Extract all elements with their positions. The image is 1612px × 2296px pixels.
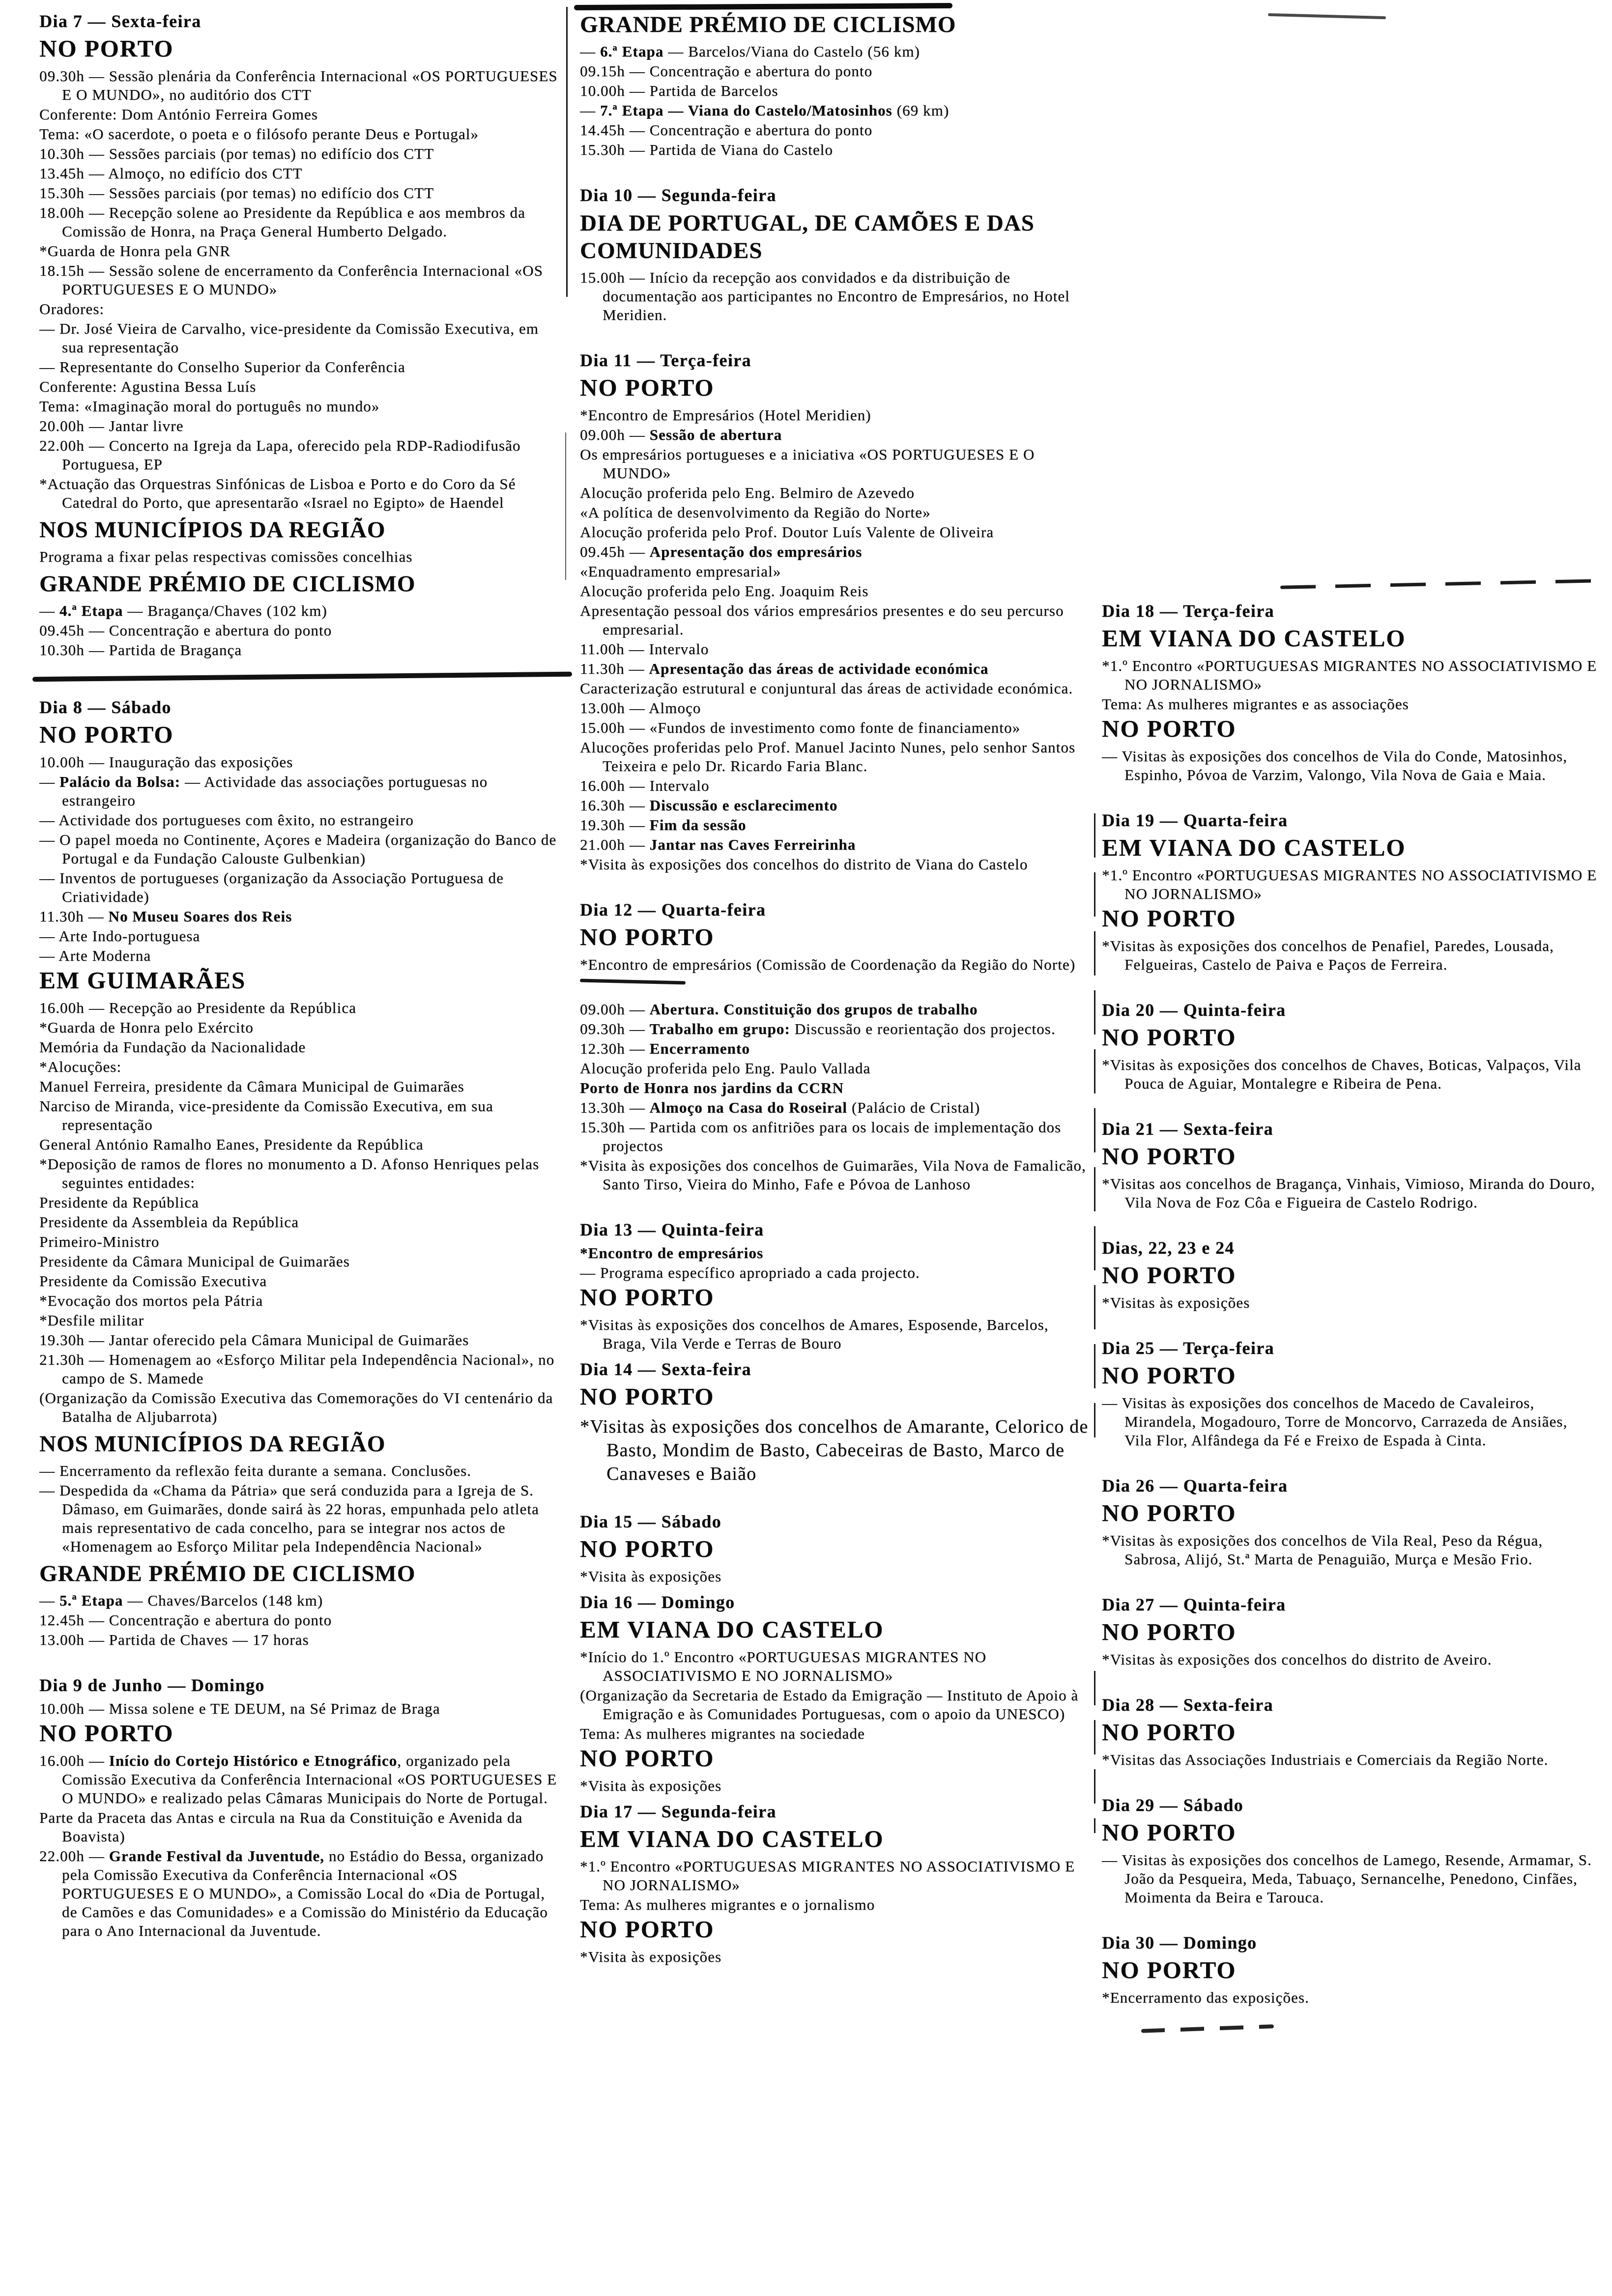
day-heading: Dia 29 — Sábado	[1102, 1795, 1244, 1815]
program-line: «A política de desenvolvimento da Região do Norte»	[580, 504, 931, 521]
program-line: Porto de Honra nos jardins da CCRN	[580, 1079, 844, 1096]
separator-dash	[580, 979, 686, 985]
section-heading: NOS MUNICÍPIOS DA REGIÃO	[39, 517, 386, 543]
smudge-marks	[1141, 2024, 1274, 2033]
program-line: 16.00h — Início do Cortejo Histórico e Etnográfico, organizado pela Comissão Executiva da Conferência Internacional «OS PORTUGUESES E O MUNDO» e realizado pelas Câmaras Municipais do Norte de Portugal.	[39, 1752, 557, 1807]
program-line: *1.º Encontro «PORTUGUESAS MIGRANTES NO ASSOCIATIVISMO E NO JORNALISMO»	[1102, 657, 1597, 693]
day-heading: Dia 21 — Sexta-feira	[1102, 1119, 1273, 1139]
program-line: Oradores:	[39, 300, 105, 317]
program-line: *Evocação dos mortos pela Pátria	[39, 1292, 263, 1309]
program-line: Tema: As mulheres migrantes e as associações	[1102, 695, 1409, 713]
program-line: — Dr. José Vieira de Carvalho, vice-presidente da Comissão Executiva, em sua representação	[39, 320, 539, 356]
program-line: *Alocuções:	[39, 1058, 122, 1075]
program-line: 20.00h — Jantar livre	[39, 417, 184, 434]
day-heading: Dia 14 — Sexta-feira	[580, 1359, 751, 1379]
section-heading: GRANDE PRÉMIO DE CICLISMO	[39, 571, 416, 597]
location-heading: NO PORTO	[1102, 1956, 1237, 1983]
program-line: *Actuação das Orquestras Sinfónicas de Lisboa e Porto e do Coro da Sé Catedral do Porto, que apresentarão «Israel no Egipto» de Haendel	[39, 475, 516, 511]
program-line: Conferente: Agustina Bessa Luís	[39, 378, 257, 395]
program-line: *Guarda de Honra pela GNR	[39, 242, 231, 259]
location-heading: EM GUIMARÃES	[39, 967, 246, 994]
program-line: 21.30h — Homenagem ao «Esforço Militar pela Independência Nacional», no campo de S. Mamede	[39, 1351, 555, 1387]
program-line: 15.30h — Sessões parciais (por temas) no edifício dos CTT	[39, 184, 434, 201]
location-heading: NO PORTO	[1102, 715, 1237, 742]
location-heading: NO PORTO	[39, 35, 174, 62]
location-heading: EM VIANA DO CASTELO	[1102, 625, 1406, 652]
scan-artifact-smudge	[574, 3, 952, 10]
program-line: — Actividade dos portugueses com êxito, no estrangeiro	[39, 811, 414, 829]
program-line: *Visitas das Associações Industriais e Comerciais da Região Norte.	[1102, 1751, 1549, 1768]
day-heading: Dia 10 — Segunda-feira	[580, 185, 777, 205]
program-line: *Visita às exposições	[580, 1948, 722, 1965]
program-line: *Guarda de Honra pelo Exército	[39, 1019, 254, 1036]
program-line: 21.00h — Jantar nas Caves Ferreirinha	[580, 836, 856, 853]
program-line: — Arte Moderna	[39, 947, 151, 964]
program-line: — O papel moeda no Continente, Açores e Madeira (organização do Banco de Portugal e da Fundação Calouste Gulbenkian)	[39, 831, 557, 867]
day-heading: Dia 30 — Domingo	[1102, 1933, 1257, 1952]
program-line: *Visitas às exposições dos concelhos de Chaves, Boticas, Valpaços, Vila Pouca de Aguiar, Montalegre e Ribeira de Pena.	[1102, 1056, 1582, 1092]
program-line: 19.30h — Jantar oferecido pela Câmara Municipal de Guimarães	[39, 1331, 469, 1349]
program-line: 09.15h — Concentração e abertura do ponto	[580, 62, 873, 80]
program-line: (Organização da Comissão Executiva das Comemorações do VI centenário da Batalha de Aljubarrota)	[39, 1389, 553, 1425]
day-heading: Dia 13 — Quinta-feira	[580, 1220, 764, 1239]
location-heading: NO PORTO	[1102, 1719, 1237, 1746]
program-line: 10.00h — Partida de Barcelos	[580, 82, 778, 99]
day-heading: Dia 20 — Quinta-feira	[1102, 1000, 1286, 1020]
program-line: — Visitas às exposições dos concelhos de Macedo de Cavaleiros, Mirandela, Mogadouro, Torre de Moncorvo, Carrazeda de Ansiães, Vila Flor, Alfândega da Fé e Freixo de Espada à Cinta.	[1102, 1394, 1568, 1449]
program-line: 16.30h — Discussão e esclarecimento	[580, 797, 838, 814]
program-line: Alucoções proferidas pelo Prof. Manuel Jacinto Nunes, pelo senhor Santos Teixeira e pelo Dr. Ricardo Faria Blanc.	[580, 739, 1076, 775]
day-heading: Dia 15 — Sábado	[580, 1512, 722, 1531]
program-line: Os empresários portugueses e a iniciativa «OS PORTUGUESES E O MUNDO»	[580, 446, 1035, 482]
program-column-3	[1102, 582, 1597, 2031]
location-heading: NO PORTO	[1102, 1262, 1237, 1289]
program-line: 22.00h — Grande Festival da Juventude, no Estádio do Bessa, organizado pela Comissão Executiva da Conferência Internacional «OS PORTUGUESES E O MUNDO», a Comissão Local do «Dia de Portugal, de Camões e das Comunidades» e a Comissão do Ministério da Educação para o Ano Internacional da Juventude.	[39, 1847, 548, 1939]
program-line: Primeiro-Ministro	[39, 1233, 160, 1250]
section-heading: GRANDE PRÉMIO DE CICLISMO	[39, 1561, 416, 1586]
location-heading: NO PORTO	[1102, 1499, 1237, 1526]
day-heading: Dias, 22, 23 e 24	[1102, 1238, 1235, 1258]
program-line: *Desfile militar	[39, 1312, 144, 1329]
program-line: Alocução proferida pelo Prof. Doutor Luís Valente de Oliveira	[580, 523, 994, 541]
program-line: 09.30h — Trabalho em grupo: Discussão e reorientação dos projectos.	[580, 1020, 1056, 1037]
program-line: 19.30h — Fim da sessão	[580, 816, 747, 833]
day-heading: Dia 12 — Quarta-feira	[580, 900, 766, 919]
program-line: 13.30h — Almoço na Casa do Roseiral (Palácio de Cristal)	[580, 1099, 980, 1116]
program-line: — Palácio da Bolsa: — Actividade das associações portuguesas no estrangeiro	[39, 773, 488, 809]
program-line: *Visitas às exposições	[1102, 1294, 1250, 1311]
program-line: Presidente da Câmara Municipal de Guimarães	[39, 1253, 350, 1270]
day-heading: Dia 16 — Domingo	[580, 1592, 735, 1612]
program-line: (Organização da Secretaria de Estado da Emigração — Instituto de Apoio à Emigração e às Comunidades Portuguesas, com o apoio da UNESCO)	[580, 1687, 1079, 1722]
program-line: 15.30h — Partida de Viana do Castelo	[580, 141, 833, 158]
location-heading: NO PORTO	[1102, 905, 1237, 932]
program-line: Conferente: Dom António Ferreira Gomes	[39, 106, 318, 123]
program-line: Narciso de Miranda, vice-presidente da Comissão Executiva, em sua representação	[39, 1097, 493, 1133]
location-heading: NO PORTO	[1102, 1143, 1237, 1170]
section-heading: GRANDE PRÉMIO DE CICLISMO	[580, 12, 956, 37]
program-line: 09.00h — Sessão de abertura	[580, 426, 782, 443]
program-line: 09.45h — Apresentação dos empresários	[580, 543, 863, 560]
program-line: 18.00h — Recepção solene ao Presidente da República e aos membros da Comissão de Honra, na Praça General Humberto Delgado.	[39, 204, 526, 240]
program-line: — Programa específico apropriado a cada projecto.	[580, 1264, 920, 1281]
location-heading: NO PORTO	[39, 1720, 174, 1747]
program-line: *Encontro de Empresários (Hotel Meridien)	[580, 406, 871, 424]
program-line: 10.30h — Partida de Bragança	[39, 641, 242, 659]
day-heading: Dia 17 — Segunda-feira	[580, 1802, 777, 1821]
program-line: — Arte Indo-portuguesa	[39, 927, 201, 945]
day-heading: Dia 28 — Sexta-feira	[1102, 1695, 1273, 1715]
program-line: *Deposição de ramos de flores no monumento a D. Afonso Henriques pelas seguintes entidades:	[39, 1155, 540, 1191]
program-line: 11.30h — No Museu Soares dos Reis	[39, 908, 292, 925]
program-line: Programa a fixar pelas respectivas comissões concelhias	[39, 548, 413, 565]
column-divider-line	[566, 7, 568, 297]
separator-rule	[32, 672, 572, 682]
location-heading: NO PORTO	[580, 1383, 715, 1410]
day-heading: Dia 27 — Quinta-feira	[1102, 1595, 1286, 1614]
day-heading: Dia 11 — Terça-feira	[580, 350, 751, 370]
program-line: 09.00h — Abertura. Constituição dos grupos de trabalho	[580, 1001, 978, 1018]
program-line: — Visitas às exposições dos concelhos de Lamego, Resende, Armamar, S. João da Pesqueira, Meda, Tabuaço, Sernancelhe, Penedono, Cinfães, Moimenta da Beira e Tarouca.	[1102, 1851, 1592, 1906]
program-line: Alocução proferida pelo Eng. Paulo Vallada	[580, 1060, 871, 1077]
program-line: 22.00h — Concerto na Igreja da Lapa, oferecido pela RDP-Radiodifusão Portuguesa, EP	[39, 437, 521, 473]
location-heading: NO PORTO	[1102, 1819, 1237, 1846]
program-line: Presidente da Comissão Executiva	[39, 1272, 267, 1290]
program-line: 15.00h — «Fundos de investimento como fonte de financiamento»	[580, 719, 1021, 736]
day-heading: Dia 19 — Quarta-feira	[1102, 810, 1288, 830]
program-line: — 5.ª Etapa — Chaves/Barcelos (148 km)	[39, 1592, 323, 1609]
program-line: 13.45h — Almoço, no edifício dos CTT	[39, 165, 303, 182]
program-line: 18.15h — Sessão solene de encerramento da Conferência Internacional «OS PORTUGUESES E O MUNDO»	[39, 262, 543, 298]
program-line: Tema: «O sacerdote, o poeta e o filósofo perante Deus e Portugal»	[39, 125, 479, 143]
program-line: 15.00h — Início da recepção aos convidados e da distribuição de documentação aos participantes no Encontro de Empresários, no Hotel Meridien.	[580, 269, 1070, 323]
day-heading: Dia 18 — Terça-feira	[1102, 601, 1274, 621]
program-line: 10.30h — Sessões parciais (por temas) no edifício dos CTT	[39, 145, 434, 162]
day-heading: Dia 26 — Quarta-feira	[1102, 1476, 1288, 1495]
program-line: — 7.ª Etapa — Viana do Castelo/Matosinhos (69 km)	[580, 102, 950, 119]
location-heading: NO PORTO	[1102, 1618, 1237, 1645]
day-heading: Dia 9 de Junho — Domingo	[39, 1675, 265, 1695]
program-line: 16.00h — Intervalo	[580, 777, 710, 794]
program-line: *Encontro de empresários (Comissão de Coordenação da Região do Norte)	[580, 956, 1076, 973]
program-line: 12.30h — Encerramento	[580, 1040, 750, 1057]
program-line: *Visitas às exposições dos concelhos do distrito de Aveiro.	[1102, 1651, 1492, 1668]
location-heading: EM VIANA DO CASTELO	[580, 1616, 884, 1643]
day-heading: Dia 7 — Sexta-feira	[39, 11, 202, 31]
program-line: — Encerramento da reflexão feita durante a semana. Conclusões.	[39, 1462, 472, 1479]
program-line: Presidente da República	[39, 1194, 199, 1211]
location-heading: NO PORTO	[580, 1284, 715, 1311]
day-heading: Dia 8 — Sábado	[39, 697, 172, 717]
program-line: — Despedida da «Chama da Pátria» que será conduzida para a Igreja de S. Dâmaso, em Guimarães, donde sairá às 22 horas, empunhada pelo atleta mais representativo de cada concelho, para se integrar nos actos de «Homenagem ao Esforço Militar pela Independência Nacional»	[39, 1482, 539, 1555]
program-line: 09.45h — Concentração e abertura do ponto	[39, 622, 332, 639]
column-divider-line	[1094, 813, 1095, 1437]
program-line: *Visitas às exposições dos concelhos de Amares, Esposende, Barcelos, Braga, Vila Verde e Terras de Bouro	[580, 1316, 1049, 1352]
program-line: *Visita às exposições dos concelhos do distrito de Viana do Castelo	[580, 856, 1028, 873]
program-line: *Encontro de empresários	[580, 1244, 764, 1262]
program-line: *Visitas às exposições dos concelhos de Penafiel, Paredes, Lousada, Felgueiras, Castelo de Paiva e Paços de Ferreira.	[1102, 937, 1554, 973]
scan-artifact-smudge	[1268, 13, 1386, 19]
program-line: *Visitas às exposições dos concelhos de Vila Real, Peso da Régua, Sabrosa, Alijó, St.ª Marta de Penaguião, Murça e Mesão Frio.	[1102, 1532, 1543, 1568]
program-line: Parte da Praceta das Antas e circula na Rua da Constituição e Avenida da Boavista)	[39, 1809, 523, 1845]
program-line: Apresentação pessoal dos vários empresários presentes e do seu percurso empresarial.	[580, 602, 1064, 638]
program-line: 10.00h — Missa solene e TE DEUM, na Sé Primaz de Braga	[39, 1700, 440, 1717]
program-line: *1.º Encontro «PORTUGUESAS MIGRANTES NO ASSOCIATIVISMO E NO JORNALISMO»	[1102, 866, 1597, 902]
program-line: 12.45h — Concentração e abertura do ponto	[39, 1611, 332, 1629]
location-heading: NO PORTO	[1102, 1024, 1237, 1051]
column-divider-line	[565, 432, 566, 580]
program-line: — Inventos de portugueses (organização da Associação Portuguesa de Criatividade)	[39, 869, 504, 905]
program-line: 13.00h — Partida de Chaves — 17 horas	[39, 1631, 309, 1648]
program-line: — Representante do Conselho Superior da Conferência	[39, 358, 405, 375]
program-line: General António Ramalho Eanes, Presidente da República	[39, 1136, 424, 1153]
program-line: Memória da Fundação da Nacionalidade	[39, 1038, 306, 1056]
program-line: 14.45h — Concentração e abertura do ponto	[580, 121, 873, 139]
location-heading: NO PORTO	[1102, 1362, 1237, 1389]
column-divider-line	[1094, 1671, 1095, 1833]
location-heading: NO PORTO	[580, 923, 715, 950]
location-heading: NO PORTO	[39, 721, 174, 748]
program-line: Alocução proferida pelo Eng. Joaquim Reis	[580, 582, 869, 600]
program-line: Tema: As mulheres migrantes e o jornalismo	[580, 1896, 875, 1913]
program-line: — 4.ª Etapa — Bragança/Chaves (102 km)	[39, 602, 327, 619]
program-column-2	[580, 11, 1092, 1967]
program-column-1	[39, 11, 563, 1941]
program-line: — Visitas às exposições dos concelhos de Vila do Conde, Matosinhos, Espinho, Póvoa de Varzim, Valongo, Vila Nova de Gaia e Maia.	[1102, 747, 1568, 783]
program-line: 11.30h — Apresentação das áreas de actividade económica	[580, 660, 989, 677]
program-line: *Visitas aos concelhos de Bragança, Vinhais, Vimioso, Miranda do Douro, Vila Nova de Foz Côa e Figueira de Castelo Rodrigo.	[1102, 1175, 1595, 1211]
section-heading: DIA DE PORTUGAL, DE CAMÕES E DAS COMUNIDADES	[580, 210, 1035, 263]
program-line: 13.00h — Almoço	[580, 699, 701, 717]
program-line: *Encerramento das exposições.	[1102, 1989, 1309, 2006]
program-line: Tema: As mulheres migrantes na sociedade	[580, 1725, 865, 1742]
location-heading: NO PORTO	[580, 1745, 715, 1772]
section-heading: NOS MUNICÍPIOS DA REGIÃO	[39, 1431, 386, 1457]
program-line: Alocução proferida pelo Eng. Belmiro de Azevedo	[580, 484, 915, 501]
program-line-large: *Visitas às exposições dos concelhos de Amarante, Celorico de Basto, Mondim de Basto, Cabeceiras de Basto, Marco de Canaveses e Baião	[580, 1416, 1089, 1484]
program-line: 15.30h — Partida com os anfitriões para os locais de implementação dos projectos	[580, 1119, 1062, 1154]
location-heading: EM VIANA DO CASTELO	[580, 1825, 884, 1852]
program-line: Caracterização estrutural e conjuntural das áreas de actividade económica.	[580, 680, 1073, 697]
program-line: Manuel Ferreira, presidente da Câmara Municipal de Guimarães	[39, 1078, 464, 1095]
program-line: *Visita às exposições	[580, 1777, 722, 1794]
location-heading: EM VIANA DO CASTELO	[1102, 834, 1406, 861]
program-line: 16.00h — Recepção ao Presidente da República	[39, 999, 356, 1016]
program-line: Tema: «Imaginação moral do português no mundo»	[39, 398, 380, 415]
location-heading: NO PORTO	[580, 1535, 715, 1562]
program-line: *Visita às exposições	[580, 1568, 722, 1585]
program-line: «Enquadramento empresarial»	[580, 563, 781, 580]
location-heading: NO PORTO	[580, 374, 715, 401]
program-line: *Visita às exposições dos concelhos de Guimarães, Vila Nova de Famalicão, Santo Tirso, Vieira do Minho, Fafe e Póvoa de Lanhoso	[580, 1157, 1086, 1193]
program-line: *Início do 1.º Encontro «PORTUGUESAS MIGRANTES NO ASSOCIATIVISMO E NO JORNALISMO»	[580, 1648, 987, 1684]
day-heading: Dia 25 — Terça-feira	[1102, 1338, 1274, 1358]
program-line: Presidente da Assembleia da República	[39, 1213, 299, 1231]
program-line: 09.30h — Sessão plenária da Conferência Internacional «OS PORTUGUESES E O MUNDO», no auditório dos CTT	[39, 67, 558, 103]
program-line: *1.º Encontro «PORTUGUESAS MIGRANTES NO ASSOCIATIVISMO E NO JORNALISMO»	[580, 1858, 1075, 1894]
location-heading: NO PORTO	[580, 1916, 715, 1943]
program-line: 11.00h — Intervalo	[580, 640, 709, 658]
program-line: — 6.ª Etapa — Barcelos/Viana do Castelo (56 km)	[580, 43, 920, 60]
program-line: 10.00h — Inauguração das exposições	[39, 753, 293, 771]
separator-rule	[1280, 579, 1597, 589]
